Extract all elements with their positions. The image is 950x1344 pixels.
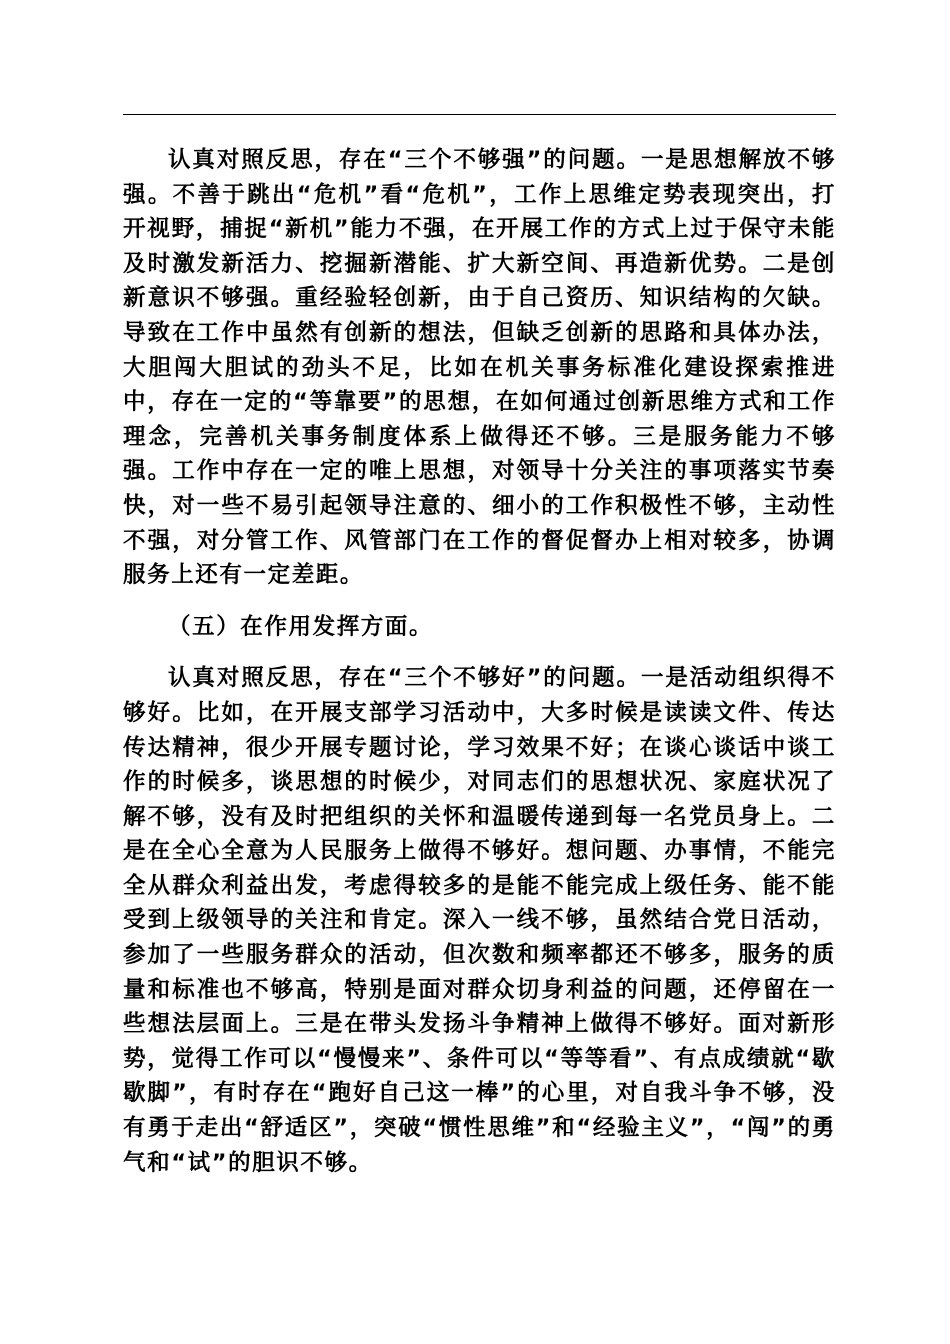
section-heading: （五）在作用发挥方面。 xyxy=(168,613,434,640)
header-rule xyxy=(123,114,836,115)
document-body xyxy=(123,143,836,1180)
paragraph-1: 认真对照反思，存在“三个不够强”的问题。一是思想解放不够强。不善于跳出“危机”看“危机”，工作上思维定势表现突出，打开视野，捕捉“新机”能力不强，在开展工作的方式上过于保守未能及时激发新活力、挖掘新潜能、扩大新空间、再造新优势。二是创新意识不够强。重经验轻创新，由于自己资历、知识结构的欠缺。导致在工作中虽然有创新的想法，但缺乏创新的思路和具体办法，大胆闯大胆试的劲头不足，比如在机关事务标准化建设探索推进中，存在一定的“等靠要”的思想，在如何通过创新思维方式和工作理念，完善机关事务制度体系上做得还不够。三是服务能力不够强。工作中存在一定的唯上思想，对领导十分关注的事项落实节奏快，对一些不易引起领导注意的、细小的工作积极性不够，主动性不强，对分管工作、风管部门在工作的督促督办上相对较多，协调服务上还有一定差距。 xyxy=(123,147,836,589)
paragraph-2: 认真对照反思，存在“三个不够好”的问题。一是活动组织得不够好。比如，在开展支部学习活动中，大多时候是读读文件、传达传达精神，很少开展专题讨论，学习效果不好；在谈心谈话中谈工作的时候多，谈思想的时候少，对同志们的思想状况、家庭状况了解不够，没有及时把组织的关怀和温暖传递到每一名党员身上。二是在全心全意为人民服务上做得不够好。想问题、办事情，不能完全从群众利益出发，考虑得较多的是能不能完成上级任务、能不能受到上级领导的关注和肯定。深入一线不够，虽然结合党日活动，参加了一些服务群众的活动，但次数和频率都还不够多，服务的质量和标准也不够高，特别是面对群众切身利益的问题，还停留在一些想法层面上。三是在带头发扬斗争精神上做得不够好。面对新形势，觉得工作可以“慢慢来”、条件可以“等等看”、有点成绩就“歇歇脚”，有时存在“跑好自己这一棒”的心里，对自我斗争不够，没有勇于走出“舒适区”，突破“惯性思维”和“经验主义”，“闯”的勇气和“试”的胆识不够。 xyxy=(123,665,836,1176)
